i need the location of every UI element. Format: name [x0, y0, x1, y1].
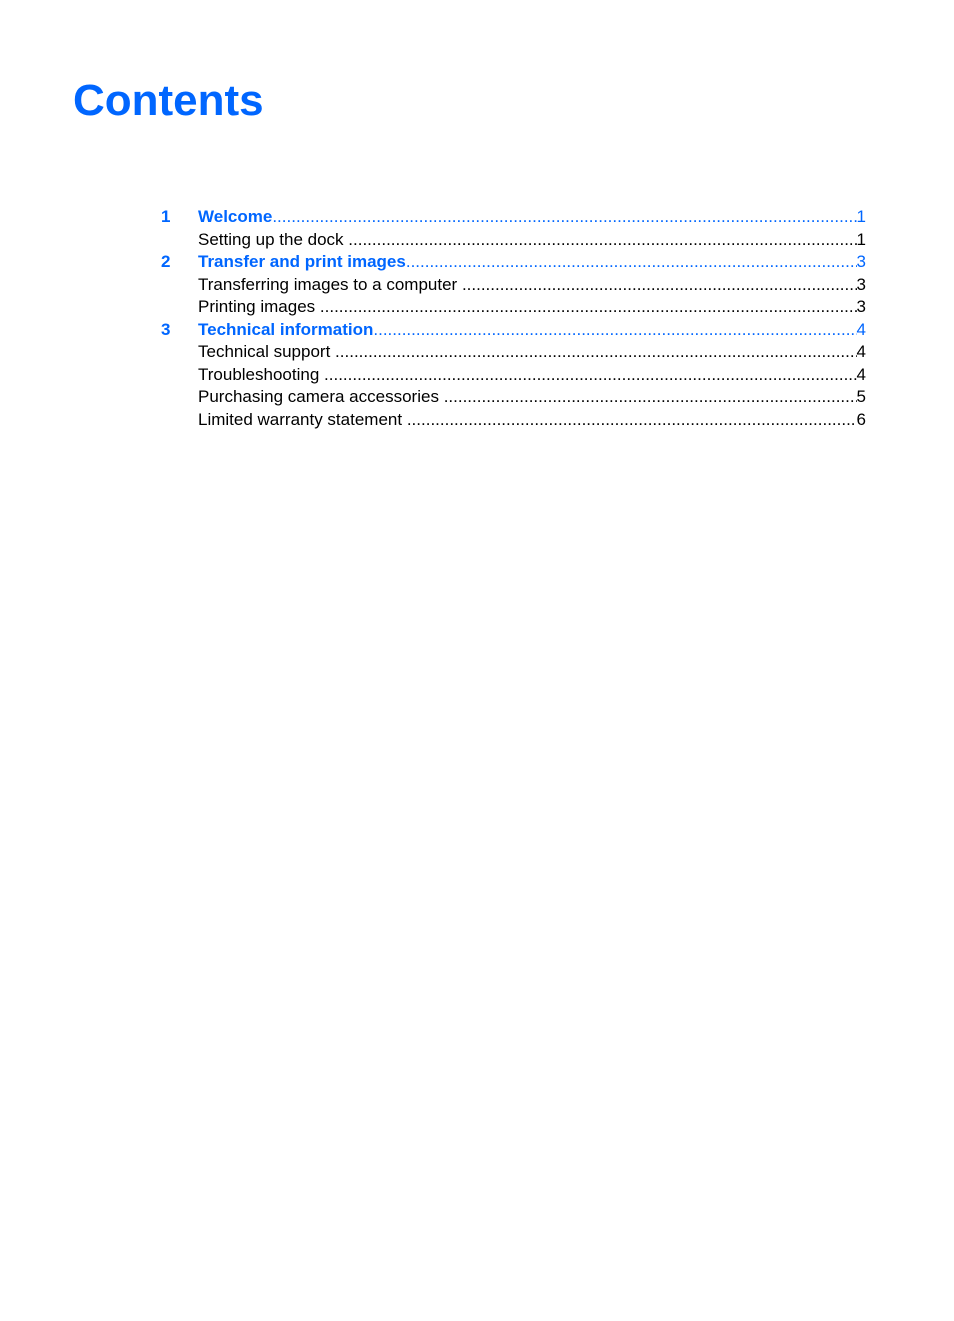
table-of-contents	[161, 206, 866, 431]
section-title[interactable]: Setting up the dock	[198, 229, 344, 249]
page-number[interactable]: 4	[856, 342, 866, 361]
page-number[interactable]: 3	[856, 252, 866, 271]
page-number[interactable]: 5	[856, 387, 866, 406]
chapter-title[interactable]: Technical information	[198, 319, 374, 339]
page-number[interactable]: 4	[856, 319, 866, 339]
section-title[interactable]: Troubleshooting	[198, 364, 320, 384]
chapter-number: 1	[161, 207, 171, 226]
toc-section-troubleshooting[interactable]	[161, 364, 866, 387]
toc-section-setting-up-the-dock[interactable]	[161, 229, 866, 252]
page-number[interactable]: 4	[856, 364, 866, 384]
dot-leader	[335, 341, 856, 364]
dot-leader	[444, 386, 857, 409]
page-number[interactable]: 1	[856, 229, 866, 249]
page-number[interactable]: 3	[856, 274, 866, 294]
toc-section-transferring-images[interactable]	[161, 274, 866, 297]
section-title[interactable]: Purchasing camera accessories	[198, 387, 439, 406]
dot-leader	[348, 229, 856, 252]
chapter-title[interactable]: Transfer and print images	[198, 252, 406, 271]
toc-section-limited-warranty[interactable]	[161, 409, 866, 432]
dot-leader	[462, 274, 857, 297]
toc-section-technical-support[interactable]	[161, 341, 866, 364]
dot-leader	[272, 206, 856, 229]
dot-leader	[320, 296, 857, 319]
chapter-number: 2	[161, 252, 171, 271]
toc-section-printing-images[interactable]	[161, 296, 866, 319]
dot-leader	[406, 251, 857, 274]
section-title[interactable]: Limited warranty statement	[198, 409, 403, 429]
dot-leader	[373, 319, 856, 342]
toc-chapter-welcome[interactable]	[161, 206, 866, 229]
page-number[interactable]: 3	[856, 297, 866, 316]
section-title[interactable]: Transferring images to a computer	[198, 274, 458, 294]
chapter-title[interactable]: Welcome	[198, 207, 273, 226]
toc-section-purchasing-accessories[interactable]	[161, 386, 866, 409]
page-number[interactable]: 6	[856, 409, 866, 429]
chapter-number: 3	[161, 319, 171, 339]
toc-chapter-transfer-and-print[interactable]	[161, 251, 866, 274]
dot-leader	[407, 409, 857, 432]
toc-chapter-technical-information[interactable]	[161, 319, 866, 342]
page-title: Contents	[73, 76, 264, 125]
section-title[interactable]: Technical support	[198, 342, 331, 361]
section-title[interactable]: Printing images	[198, 297, 316, 316]
page-number[interactable]: 1	[856, 207, 866, 226]
dot-leader	[324, 364, 857, 387]
